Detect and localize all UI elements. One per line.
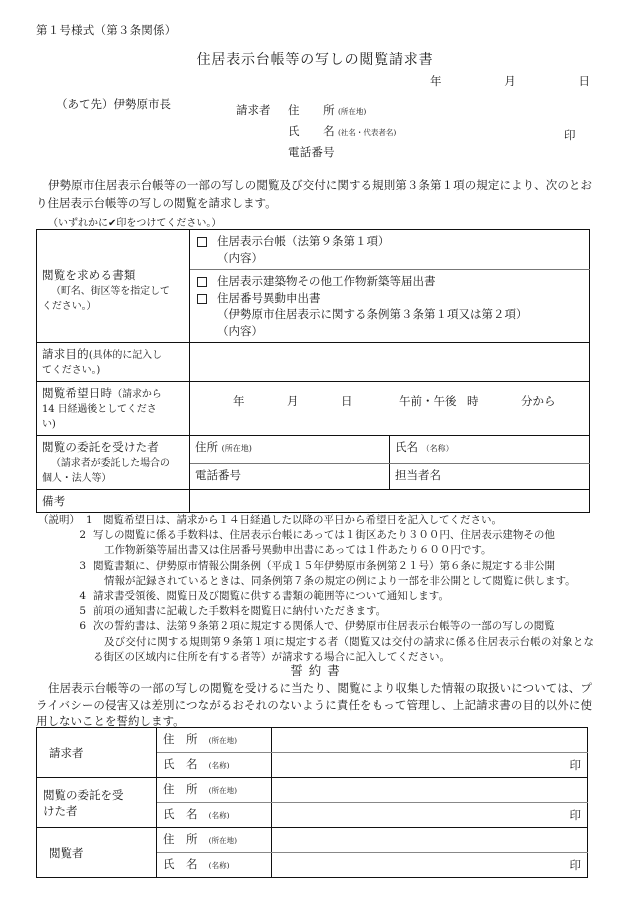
sig-role-viewer-label: 閲覧者 <box>49 845 84 860</box>
requester-phone-row <box>236 144 396 165</box>
sig-name-note: (名称) <box>208 761 230 770</box>
seal-mark: 印 <box>569 808 581 822</box>
document-option-1-cell[interactable] <box>190 230 590 270</box>
datetime-sub-1: 14 日経過後としてくださ <box>42 404 157 415</box>
option-1-content: （内容） <box>217 250 263 265</box>
note-text: 前項の通知書に記載した手数料を閲覧日に納付いただきます。 <box>93 605 387 618</box>
sig-role-requester-label: 請求者 <box>49 745 84 760</box>
sig-address-label: 住 所 <box>163 832 198 846</box>
name-label: 氏 名 <box>288 124 335 138</box>
sig-name-note: (名称) <box>208 861 230 870</box>
option-3-label: 住居番号異動申出書 <box>217 290 321 305</box>
requester-label: 請求者 <box>236 103 271 117</box>
note-text-main: 次の誓約書は、法第９条第２項に規定する関係人で、伊勢原市住居表示台帳等の一部の写しの閲覧 <box>93 620 555 633</box>
checkbox-icon-option-3[interactable] <box>197 294 207 304</box>
table-row <box>37 828 588 853</box>
document-option-23-cell[interactable] <box>190 270 590 343</box>
datetime-header-cell <box>37 382 190 436</box>
note-item <box>38 528 594 558</box>
remarks-header: 備考 <box>42 493 66 508</box>
datetime-hour-label: 時 <box>467 394 479 408</box>
date-month-label: 月 <box>504 74 516 88</box>
delegate-phone-label: 電話番号 <box>195 467 241 482</box>
requester-name-row <box>236 123 396 144</box>
note-text-main: 写しの閲覧に係る手数料は、住居表示台帳にあっては１街区あたり３００円、住居表示建物その他 <box>93 529 555 542</box>
purpose-sub: てください。) <box>42 365 101 376</box>
sig-name-label-cell-1 <box>157 753 272 778</box>
seal-mark: 印 <box>569 858 581 872</box>
datetime-header: 閲覧希望日時 <box>42 386 113 400</box>
sig-address-value-3[interactable] <box>272 828 588 853</box>
delegate-address-note: (所在地) <box>221 444 252 453</box>
addressee: （あて先）伊勢原市長 <box>56 97 171 111</box>
delegate-name-note: （名称） <box>421 444 454 453</box>
delegate-contact-cell[interactable] <box>390 463 590 489</box>
datetime-header-note: （請求から <box>112 389 162 400</box>
note-number: 1 <box>86 514 93 526</box>
intro-paragraph: 伊勢原市住居表示台帳等の一部の写しの閲覧及び交付に関する規則第３条第１項の規定により、次のとおり住居表示台帳等の写しの閲覧を請求します。 <box>36 178 592 210</box>
note-item <box>38 604 594 619</box>
delegate-address-cell[interactable] <box>190 436 390 464</box>
delegate-phone-cell[interactable] <box>190 463 390 489</box>
header-date-line <box>430 73 590 89</box>
table-row <box>37 728 588 753</box>
purpose-value-cell[interactable] <box>190 343 590 382</box>
purpose-header-cell <box>37 343 190 382</box>
note-number: 4 <box>79 590 86 603</box>
datetime-minute-label: 分から <box>521 394 556 408</box>
page-title: 住居表示台帳等の写しの閲覧請求書 <box>196 52 434 68</box>
note-item <box>38 589 594 604</box>
explanation-label: （説明） <box>38 514 80 526</box>
note-text: 請求書受領後、閲覧日及び閲覧に供する書類の範囲等について通知します。 <box>93 590 449 603</box>
delegate-name-cell[interactable] <box>390 436 590 464</box>
note-text <box>93 528 594 558</box>
note-item <box>38 513 594 528</box>
note-number: 6 <box>79 620 86 633</box>
sig-role-delegate-label-2: けた者 <box>43 803 78 818</box>
requester-address-row <box>236 102 396 123</box>
delegate-contact-label: 担当者名 <box>395 467 441 482</box>
sig-address-note: (所在地) <box>208 786 238 795</box>
name-note: (社名・代表者名) <box>338 128 397 137</box>
sig-role-delegate-label: 閲覧の委託を受 <box>43 787 124 802</box>
sig-name-value-1[interactable] <box>272 753 588 778</box>
purpose-header-note: (具体的に記入し <box>88 350 162 361</box>
checkbox-option-3-row[interactable] <box>195 290 584 307</box>
option-2-label: 住居表示建築物その他工作物新築等届出書 <box>217 274 436 288</box>
note-text-cont: 及び交付に関する規則第９条第１項に規定する者（閲覧又は交付の請求に係る住居表示台帳の対象となる街区の区域内に住所を有する者等）が請求する場合に記入してください。 <box>93 635 594 663</box>
sig-name-value-2[interactable] <box>272 803 588 828</box>
option-1-label: 住居表示台帳（法第９条第１項） <box>217 234 390 248</box>
checkbox-option-1-row[interactable] <box>195 233 584 250</box>
sig-address-label-cell-2 <box>157 778 272 803</box>
note-item <box>38 559 594 589</box>
sig-address-label: 住 所 <box>163 782 198 796</box>
pledge-title: 誓約書 <box>290 663 346 678</box>
checkbox-icon-option-2[interactable] <box>197 277 207 287</box>
purpose-header: 請求目的 <box>42 347 89 361</box>
note-item <box>38 619 594 665</box>
table-row-delegate-1 <box>37 436 590 464</box>
sig-name-note: (名称) <box>208 811 230 820</box>
sig-address-note: (所在地) <box>208 836 238 845</box>
checkbox-icon-option-1[interactable] <box>197 237 207 247</box>
datetime-day-label: 日 <box>341 394 353 408</box>
note-number: 5 <box>79 605 86 618</box>
sig-address-value-2[interactable] <box>272 778 588 803</box>
documents-header: 閲覧を求める書類 <box>42 268 136 282</box>
note-text <box>93 619 594 665</box>
documents-sub-1: （町名、街区等を指定して <box>51 285 170 297</box>
pledge-signature-table <box>36 727 588 878</box>
delegate-sub-2: 個人・法人等） <box>42 472 112 484</box>
datetime-month-label: 月 <box>287 394 299 408</box>
note-text-main: 閲覧書類に、伊勢原市情報公開条例（平成１５年伊勢原市条例第２１号）第６条に規定する非公開 <box>93 559 555 572</box>
requester-block <box>236 102 396 165</box>
check-hint: （いずれかに✔印をつけてください。） <box>48 218 222 229</box>
checkbox-option-2-row[interactable] <box>195 273 584 290</box>
delegate-sub-1: （請求者が委託した場合の <box>51 457 170 469</box>
remarks-value-cell[interactable] <box>190 489 590 513</box>
pledge-body: 住居表示台帳等の一部の写しの閲覧を受けるに当たり、閲覧により収集した情報の取扱いについては、プライバシーの侵害又は差別につながるおそれのないように責任をもって管理し、上記請求書の目的以外に使用しないことを誓約します。 <box>36 681 592 728</box>
note-number: 2 <box>79 529 86 542</box>
sig-name-label-cell-2 <box>157 803 272 828</box>
sig-name-value-3[interactable] <box>272 853 588 878</box>
note-text <box>93 559 594 589</box>
sig-role-viewer <box>37 828 157 878</box>
table-row-purpose <box>37 343 590 382</box>
delegate-address-label: 住所 <box>195 440 218 454</box>
note-text-cont: 工作物新築等届出書又は住居番号異動申出書にあっては１件あたり６００円です。 <box>104 544 492 557</box>
seal-mark: 印 <box>569 758 581 772</box>
delegate-header: 閲覧の委託を受けた者 <box>42 440 159 454</box>
explanation-notes <box>38 513 594 665</box>
sig-name-label-cell-3 <box>157 853 272 878</box>
sig-role-delegate <box>37 778 157 828</box>
sig-address-label-cell-3 <box>157 828 272 853</box>
request-table <box>36 229 590 513</box>
table-row-datetime <box>37 382 590 436</box>
sig-address-value-1[interactable] <box>272 728 588 753</box>
form-number: 第１号様式（第３条関係） <box>36 23 177 37</box>
table-row <box>37 778 588 803</box>
sig-name-label: 氏 名 <box>163 857 198 871</box>
documents-header-cell <box>37 230 190 343</box>
option-3-detail: （伊勢原市住居表示に関する条例第３条第１項又は第２項） <box>217 307 528 321</box>
datetime-sub-2: い) <box>42 419 56 430</box>
documents-sub-2: ください。） <box>42 300 97 312</box>
option-3-content: （内容） <box>217 323 263 338</box>
date-year-label: 年 <box>430 74 442 88</box>
datetime-value-cell[interactable] <box>190 382 590 436</box>
delegate-name-label: 氏名 <box>395 440 418 454</box>
note-text: 閲覧希望日は、請求から１４日経過した以降の平日から希望日を記入してください。 <box>103 514 502 526</box>
note-number: 3 <box>79 559 86 572</box>
phone-label: 電話番号 <box>288 145 335 159</box>
note-text-cont: 情報が記録されているときは、同条例第７条の規定の例により一部を非公開として閲覧に供します。 <box>104 574 576 587</box>
sig-name-label: 氏 名 <box>163 807 198 821</box>
table-row-documents-1 <box>37 230 590 270</box>
seal-mark-header: 印 <box>564 128 576 142</box>
address-note: (所在地) <box>338 107 367 116</box>
table-row-remarks <box>37 489 590 513</box>
delegate-header-cell <box>37 436 190 490</box>
datetime-fields[interactable] <box>195 385 584 418</box>
sig-role-requester <box>37 728 157 778</box>
datetime-year-label: 年 <box>233 394 245 408</box>
sig-address-note: (所在地) <box>208 736 238 745</box>
sig-name-label: 氏 名 <box>163 757 198 771</box>
address-label: 住 所 <box>288 103 335 117</box>
remarks-header-cell <box>37 489 190 513</box>
sig-address-label-cell-1 <box>157 728 272 753</box>
datetime-ampm-label[interactable]: 午前・午後 <box>399 394 457 408</box>
date-day-label: 日 <box>578 74 590 88</box>
sig-address-label: 住 所 <box>163 732 198 746</box>
